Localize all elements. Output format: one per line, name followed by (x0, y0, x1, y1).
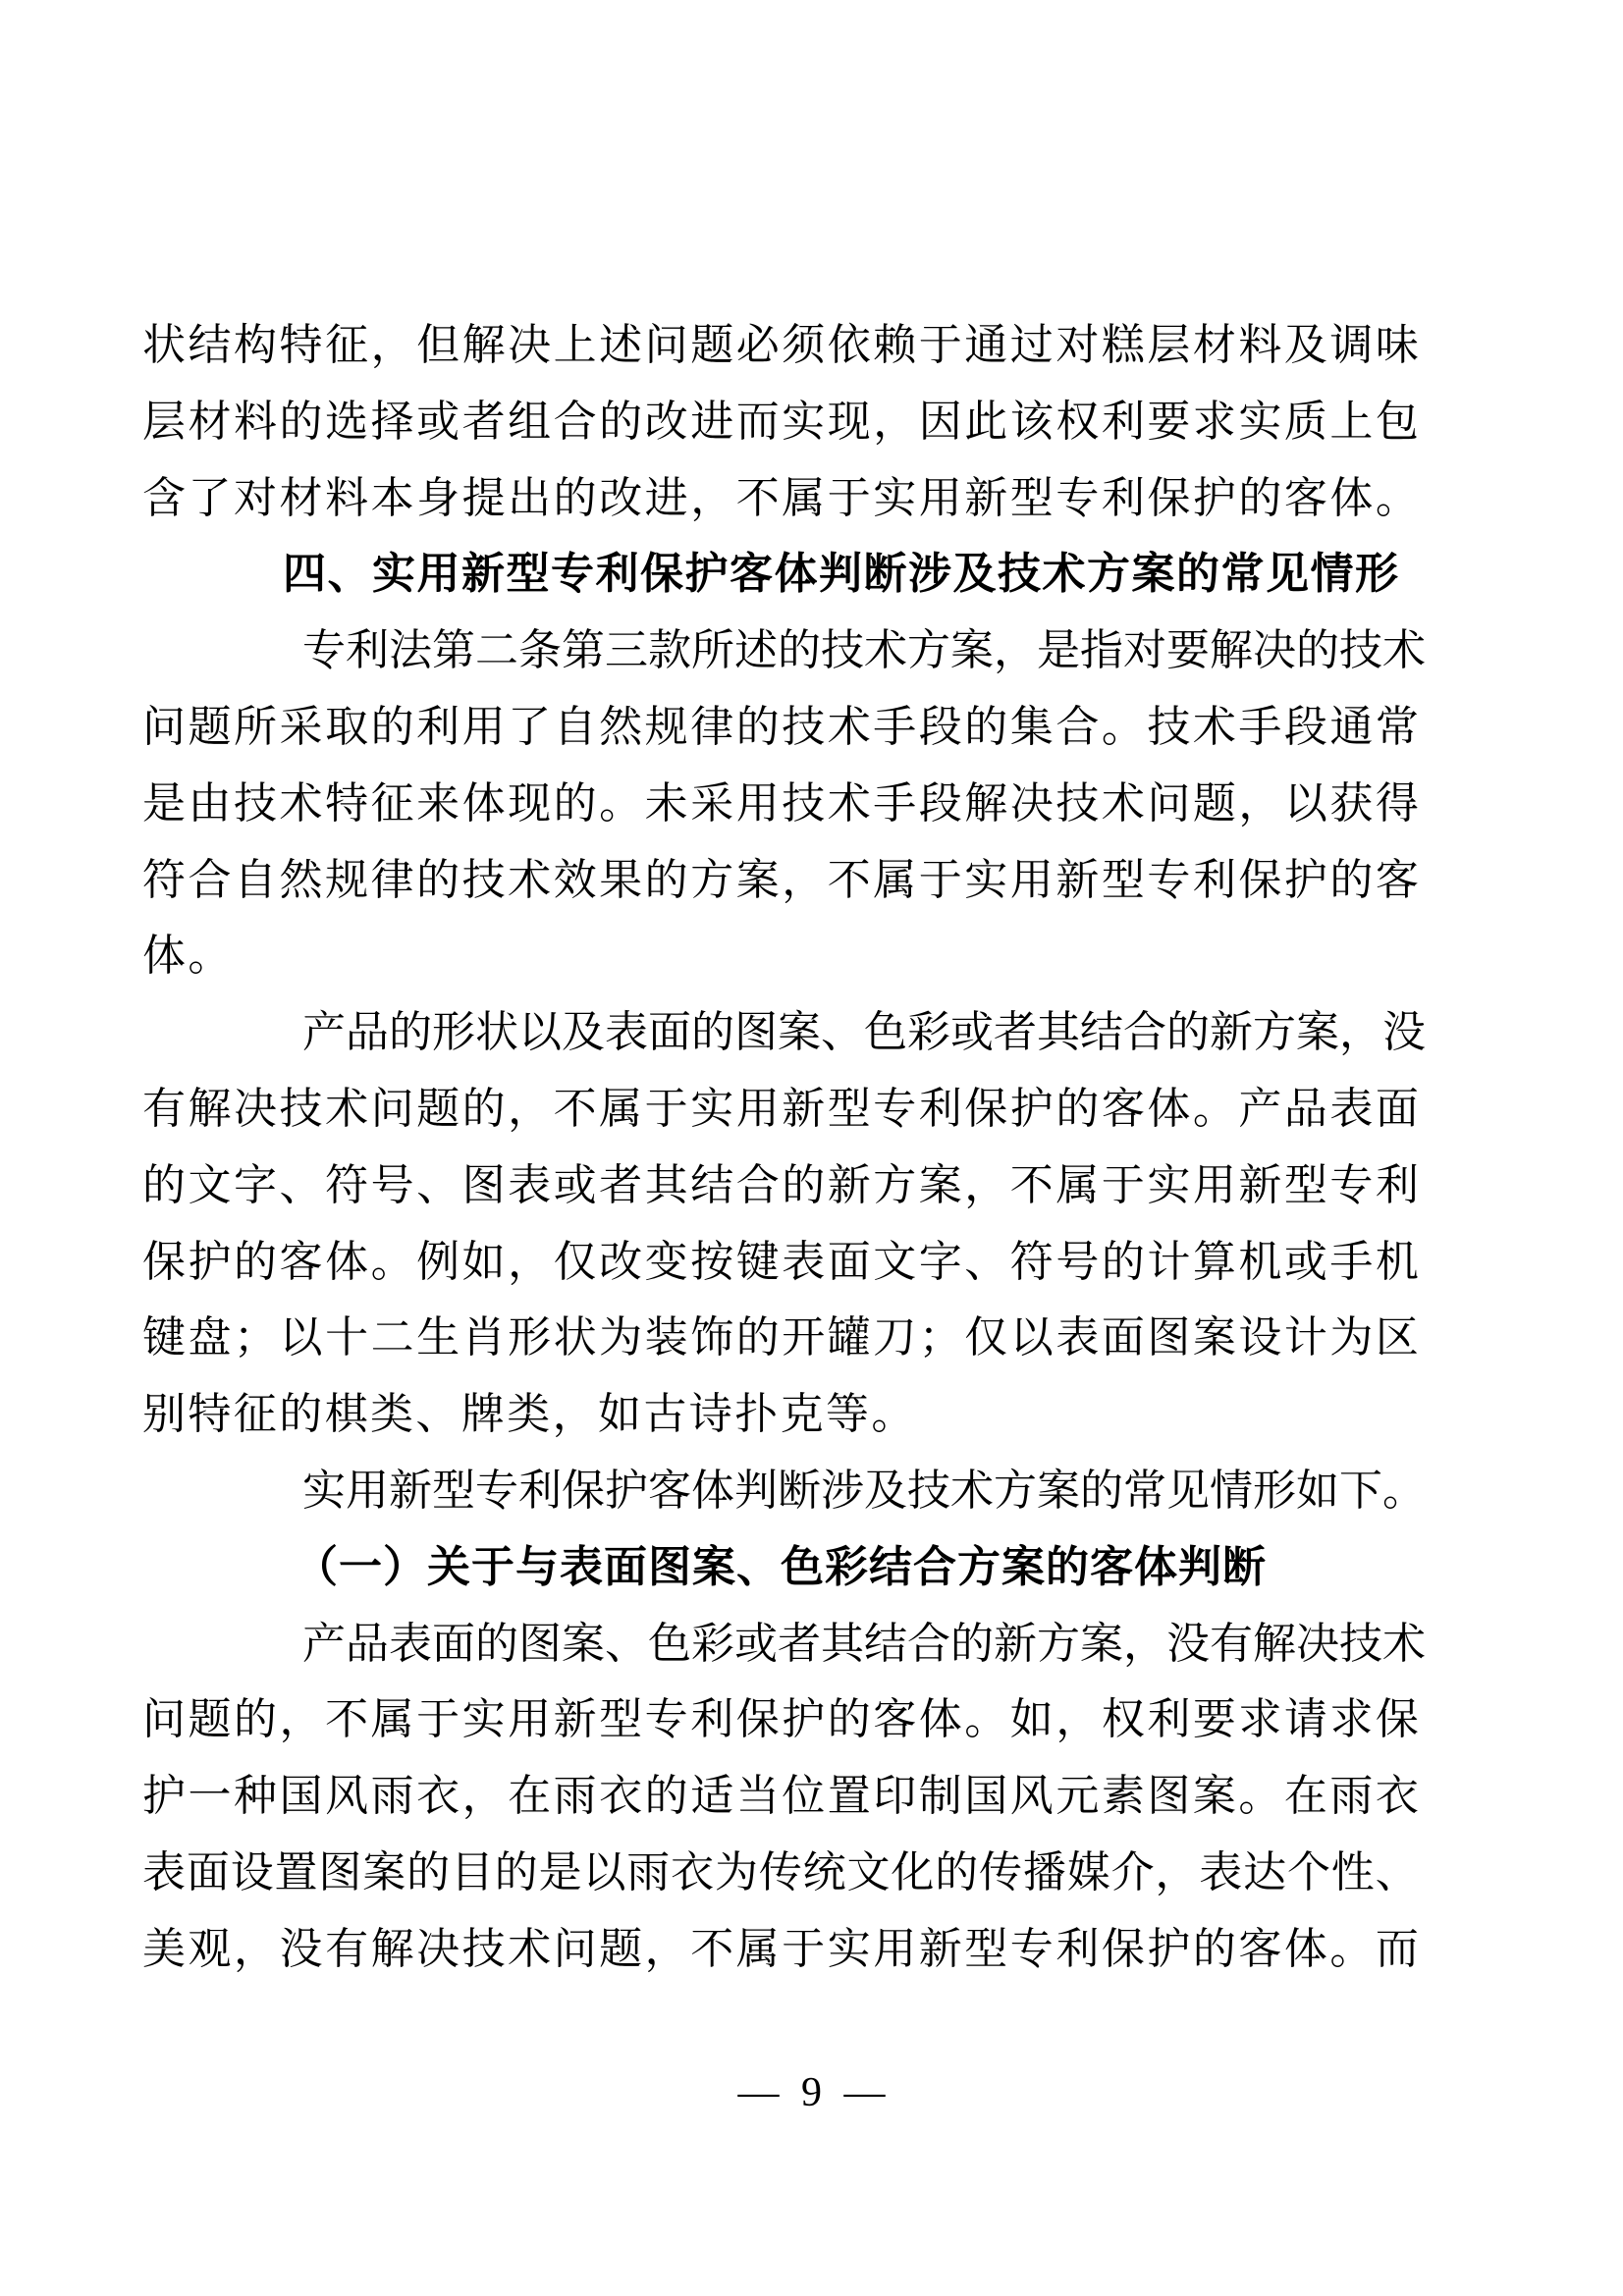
text-line: 实 用 新 型 专 利 保 护 客 体 判 断 涉 及 技 术 方 案 的 常 见 情 形 如 下 。 (302, 1467, 1426, 1515)
text-line: 表 面 设 置 图 案 的 目 的 是 以 雨 衣 为 传 统 文 化 的 传 播 媒 介 ， 表 达 个 性 、 (142, 1848, 1419, 1896)
text-line: 专 利 法 第 二 条 第 三 款 所 述 的 技 术 方 案 ， 是 指 对 要 解 决 的 技 术 (302, 626, 1426, 674)
text-line: 保 护 的 客 体 。 例 如 ， 仅 改 变 按 键 表 面 文 字 、 符 号 的 计 算 机 或 手 机 (142, 1238, 1419, 1286)
text-line: 含 了 对 材 料 本 身 提 出 的 改 进 ， 不 属 于 实 用 新 型 专 利 保 护 的 客 体 。 (142, 474, 1419, 522)
text-line: 层 材 料 的 选 择 或 者 组 合 的 改 进 而 实 现 ， 因 此 该 权 利 要 求 实 质 上 包 (142, 398, 1419, 446)
text-line: 美 观 ， 没 有 解 决 技 术 问 题 ， 不 属 于 实 用 新 型 专 利 保 护 的 客 体 。 而 (142, 1925, 1419, 1973)
text-line: 符 合 自 然 规 律 的 技 术 效 果 的 方 案 ， 不 属 于 实 用 新 型 专 利 保 护 的 客 (142, 856, 1419, 904)
text-line: 是 由 技 术 特 征 来 体 现 的 。 未 采 用 技 术 手 段 解 决 技 术 问 题 ， 以 获 得 (142, 779, 1419, 828)
text-line: 产 品 表 面 的 图 案 、 色 彩 或 者 其 结 合 的 新 方 案 ， 没 有 解 决 技 术 (302, 1620, 1426, 1668)
text-line: 有 解 决 技 术 问 题 的 ， 不 属 于 实 用 新 型 专 利 保 护 的 客 体 。 产 品 表 面 (142, 1085, 1419, 1133)
text-line: 别特征的棋类、牌类，如古诗扑克等。 (142, 1390, 917, 1438)
heading-line: 四、实用新型专利保护客体判断涉及技术方案的常见情形 (283, 550, 1400, 598)
text-line: 状 结 构 特 征 ， 但 解 决 上 述 问 题 必 须 依 赖 于 通 过 对 糕 层 材 料 及 调 味 (142, 321, 1419, 369)
text-line: 问 题 的 ， 不 属 于 实 用 新 型 专 利 保 护 的 客 体 。 如 ， 权 利 要 求 请 求 保 (142, 1695, 1419, 1743)
text-line: 问 题 所 采 取 的 利 用 了 自 然 规 律 的 技 术 手 段 的 集 合 。 技 术 手 段 通 常 (142, 703, 1419, 751)
heading-line: （一）关于与表面图案、色彩结合方案的客体判断 (295, 1543, 1267, 1591)
page-number: — 9 — (737, 2070, 886, 2115)
text-line: 护 一 种 国 风 雨 衣 ， 在 雨 衣 的 适 当 位 置 印 制 国 风 元 素 图 案 。 在 雨 衣 (142, 1772, 1419, 1820)
text-line: 产 品 的 形 状 以 及 表 面 的 图 案 、 色 彩 或 者 其 结 合 的 新 方 案 ， 没 (302, 1008, 1426, 1056)
text-line: 的 文 字 、 符 号 、 图 表 或 者 其 结 合 的 新 方 案 ， 不 属 于 实 用 新 型 专 利 (142, 1161, 1419, 1209)
text-line: 键 盘 ； 以 十 二 生 肖 形 状 为 装 饰 的 开 罐 刀 ； 仅 以 表 面 图 案 设 计 为 区 (142, 1313, 1419, 1362)
text-line: 体。 (142, 932, 234, 980)
